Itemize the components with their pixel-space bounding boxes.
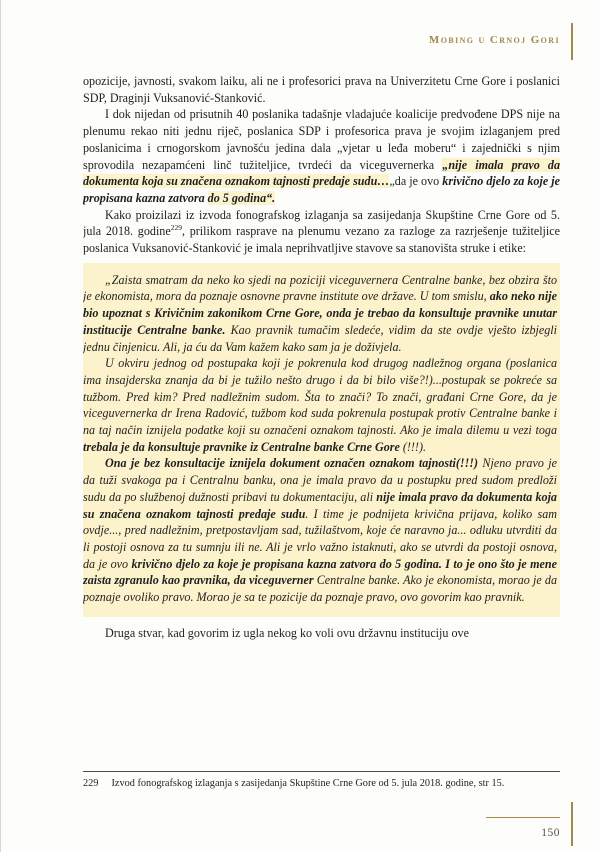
text-segment: „da je ovo [389, 174, 443, 189]
footnote-text: Izvod fonografskog izlaganja s zasijedanja Skupštine Crne Gore od 5. jula 2018. godine, str 15. [111, 778, 505, 789]
text-segment: . I time je podnijeta krivična prijava, koliko sam ovdje..., pred nadležnim, pretpostavljam sad, tužilaštvom, koje će naravno ja... odluku utvrditi da li postoji osnova za tu sumnju ili ne. Ali je vrlo važno istaknuti, ako se utvrdi da postoji osnova, da je ovo [83, 506, 557, 571]
footnote-area [83, 771, 560, 791]
text-segment: opozicije, javnosti, svakom laiku, ali ne i profesorici prava na Univerzitetu Crne Gore i poslanici SDP, Draginji Vuksanović-Stanković. [83, 74, 560, 105]
text-segment: trebala je da konsultuje pravnike iz Centralne banke Crne Gore [83, 439, 400, 454]
page-content [83, 73, 560, 642]
running-head: Mobing u Crnoj Gori [428, 34, 560, 46]
text-segment: 229 [170, 223, 182, 233]
text-segment: „nije imala pravo da dokumenta koja su značena oznakom tajnosti predaje sudu… [83, 157, 560, 189]
text-segment: Ona je bez konsultacije iznijela dokument označen oznakom tajnosti(!!!) [105, 456, 479, 471]
text-segment: U okviru jednog od postupaka koji je pokrenula kod drugog nadležnog organa (poslanica ima insajderska znanja da bi je tužilo nešto drugo i da bi bilo više?!)...postupak se pokreće sa tužbom. Pred kim? Pred nadležnim sudom. Šta to znači? To znači, građani Crne Gore, da je viceguvernerka dr Irena Radović, tužbom kod suda pokrenula postupak protiv Centralne banke i na taj način iznijela podatke koji su označeni oznakom tajnosti. Ako je imala dilemu u vezi toga [83, 356, 557, 438]
text-segment: Kako proizilazi iz izvoda fonografskog izlaganja sa zasijedanja Skupštine Crne Gore od 5. jula 2018. godine [83, 207, 560, 239]
text-segment: Kao pravnik tumačim sledeće, vidim da ste ovdje vješto izbjegli jednu činjenicu. Ali, ja ću da Vam kažem kako sam ja je doživjela. [83, 322, 557, 354]
text-segment: krivično djelo za koje je propisana kazna zatvora [83, 174, 560, 205]
footnote-marker: 229 [83, 778, 99, 789]
closing-paragraph [83, 625, 560, 642]
page-number: 150 [541, 827, 560, 839]
text-segment: Njeno pravo je da tuži svakoga pa i Centralnu banku, ona je imala pravo da u postupku pred sudom predloži sudu da po službenoj dužnosti pribavi tu dokumentaciju, ali [83, 456, 557, 504]
text-segment: Centralne banke. Ako je ekonomista, morao je da poznaje ovoliko pravo. Morao je sa te pozicije da poznaje pravo, ovo govorim kao pravnik. [83, 573, 558, 605]
paragraph [83, 106, 560, 206]
footnote-separator [83, 771, 560, 772]
text-segment: Druga stvar, kad govorim iz ugla nekog ko voli ovu državnu instituciju ove [105, 625, 469, 640]
paragraph [83, 207, 560, 257]
page-number-rule [486, 817, 560, 818]
text-segment: krivično djelo za koje je propisana kazna zatvora do 5 godina. I to je ono što je mene zaista zgranulo kao pravnika, da viceguverner [83, 556, 557, 588]
paragraph [83, 73, 560, 106]
text-segment: , prilikom rasprave na plenumu vezano za razloge za razrješenje tužiteljice poslanica Vuksanović-Stanković je imala neprihvatljive stavove sa stanovišta struke i etike: [83, 224, 560, 256]
text-segment: nije imala pravo da dokumenta koja su značena oznakom tajnosti predaje sudu [83, 489, 557, 521]
text-segment: ako neko nije bio upoznat s Krivičnim zakonikom Crne Gore, onda je trebao da konsultuje pravnike unutar institucije Centralne banke. [83, 289, 557, 337]
quote-paragraph [83, 355, 557, 455]
text-segment: (!!!). [399, 439, 426, 454]
quote-paragraph [83, 272, 557, 356]
text-segment: I dok nijedan od prisutnih 40 poslanika tadašnje vladajuće koalicije predvođene DPS nije na plenumu rekao niti jednu riječ, poslanica SDP i profesorica prava je svojim izlaganjem pred poslanicima i crnogorskom javnošću jedina dala „vjetar u leđa moberu“ i zajednički s njim sprovodila nezapamćeni linč tužiteljice, tvrdeći da viceguvernerka [83, 107, 560, 172]
header-corner-rule [571, 23, 573, 60]
text-segment: do 5 godina“. [207, 190, 276, 205]
footnote [83, 777, 560, 791]
text-segment: „Zaista smatram da neko ko sjedi na poziciji viceguvernera Centralne banke, bez obzira što je ekonomista, mora da poznaje osnovne pravne institute ove države. U tom smislu, [83, 272, 557, 304]
quote-paragraph [83, 455, 557, 605]
footer-corner-rule [571, 802, 573, 846]
quote-block [83, 263, 560, 617]
